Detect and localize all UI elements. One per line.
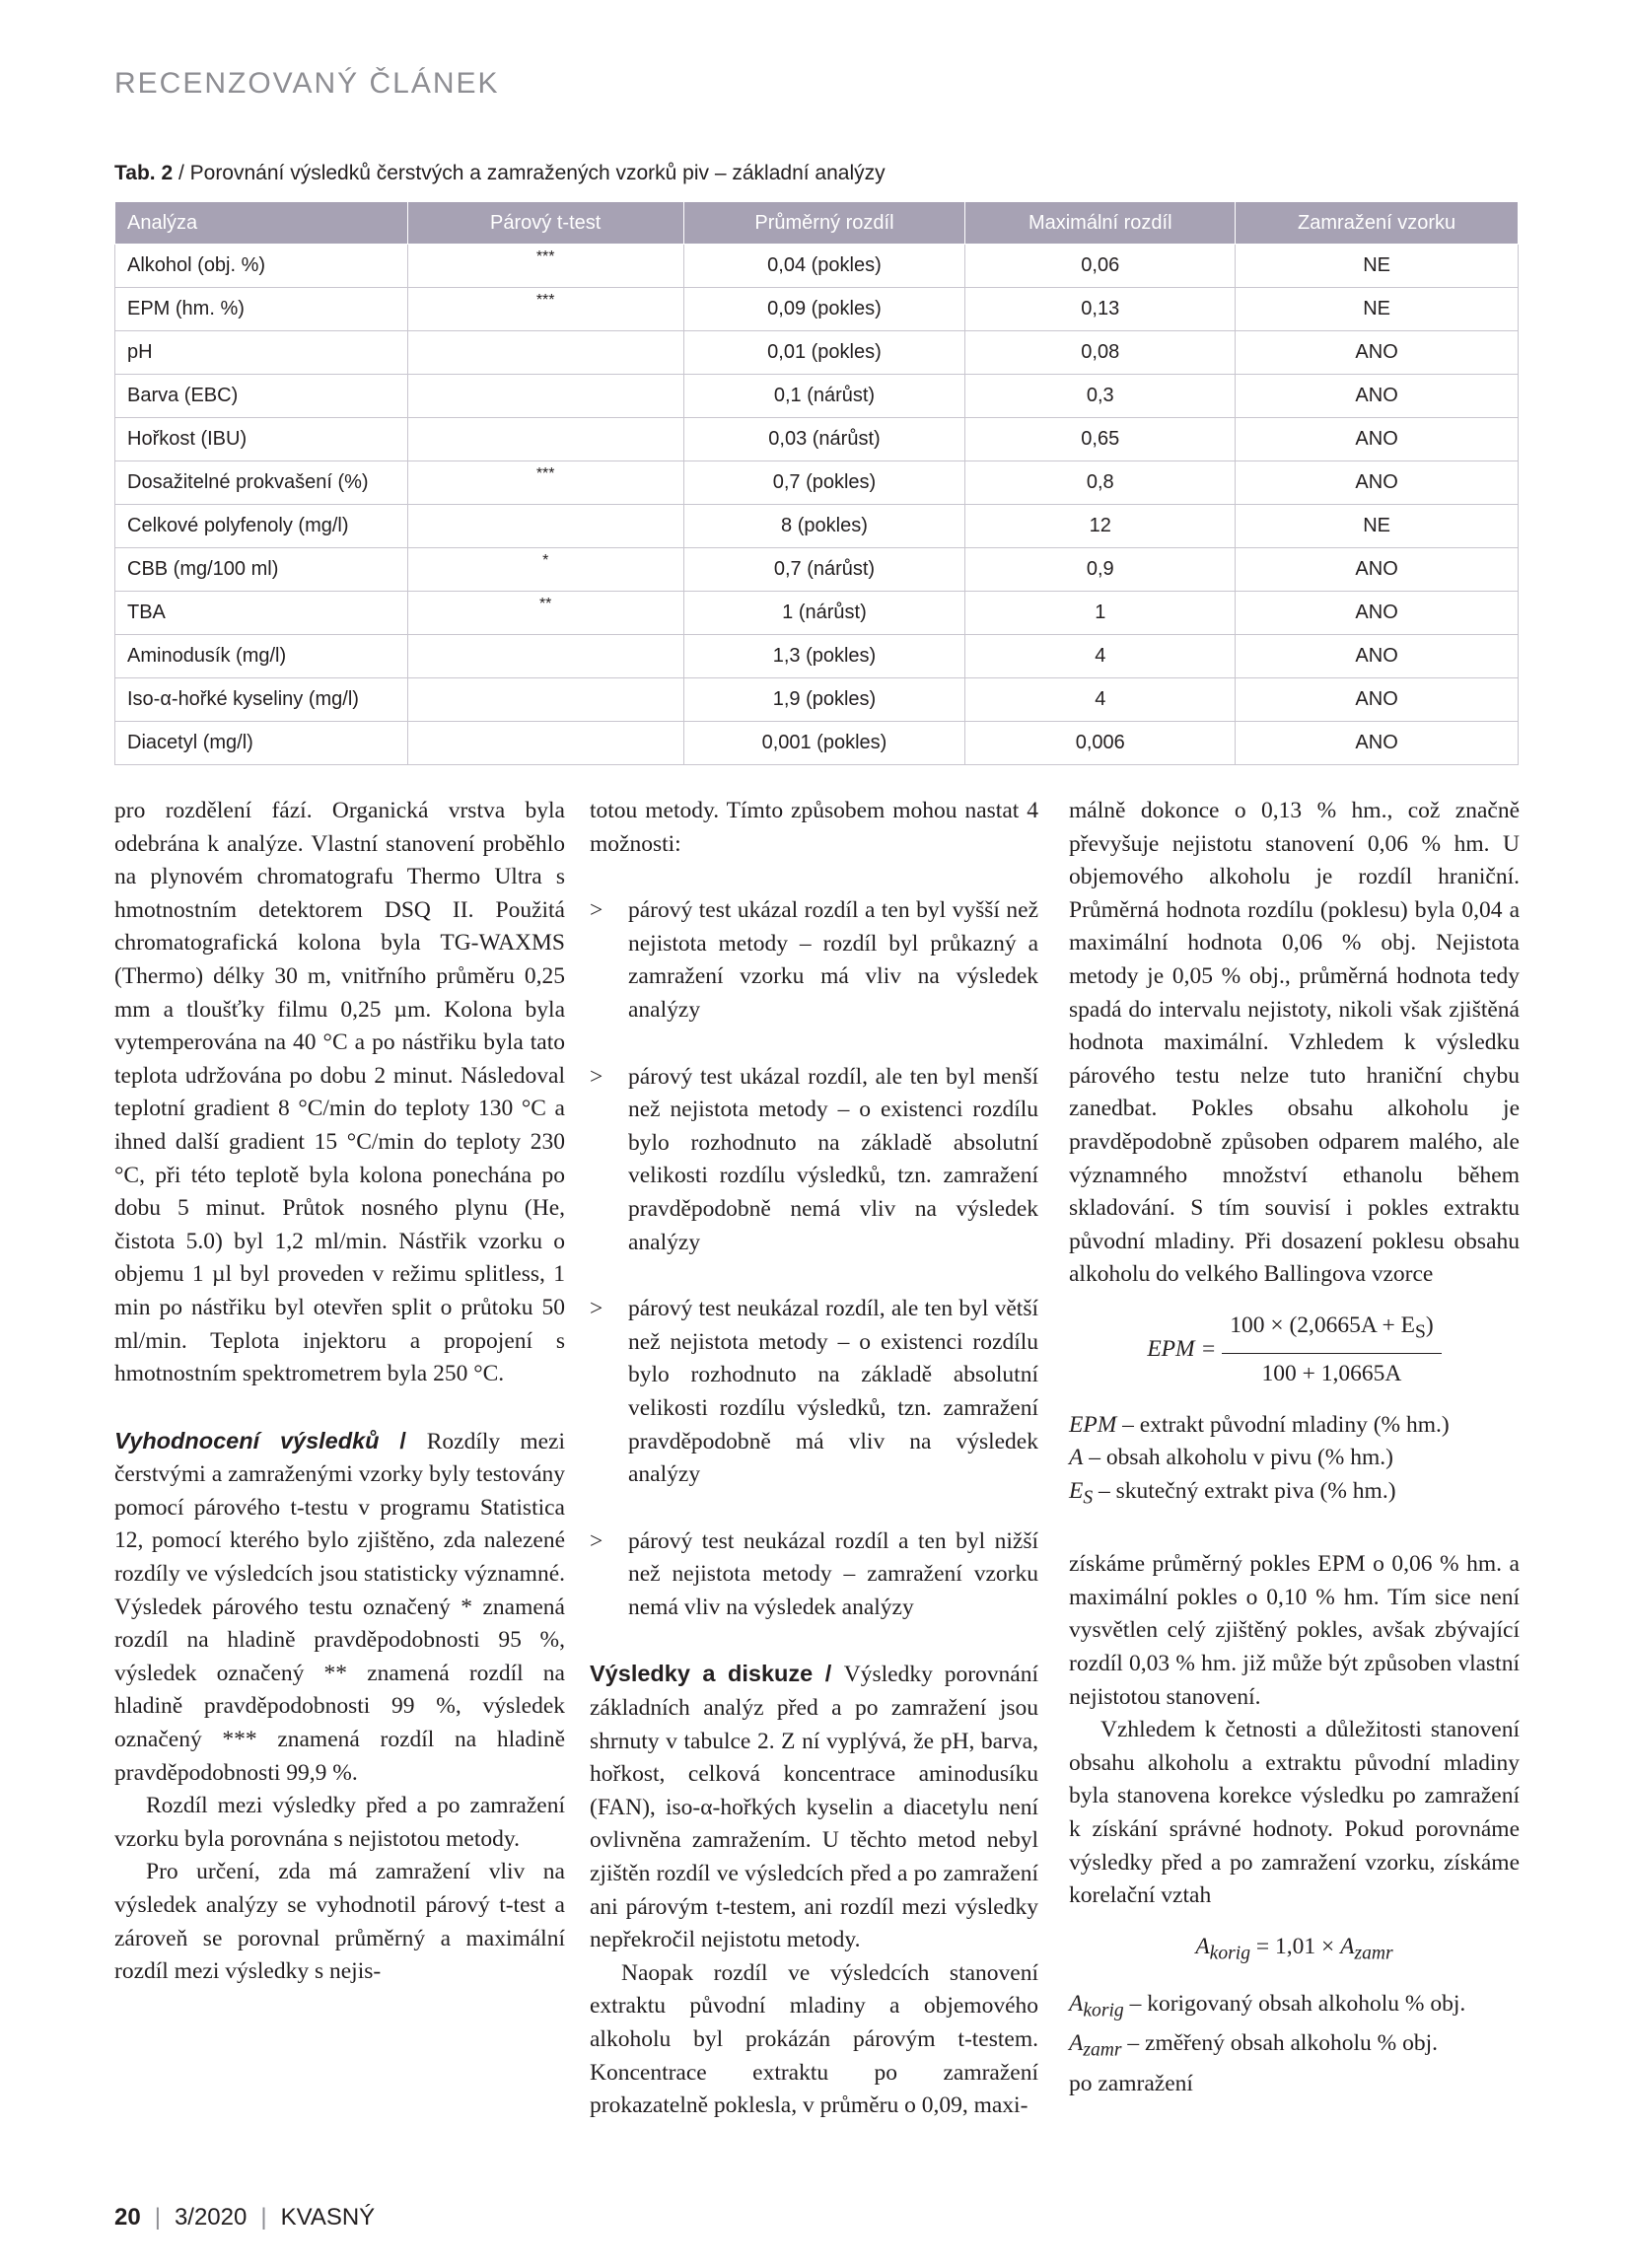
table-cell: *** xyxy=(407,461,683,505)
table-cell: NE xyxy=(1236,245,1519,288)
journal-name: KVASNÝ xyxy=(280,2204,376,2231)
table-cell: *** xyxy=(407,288,683,331)
table-cell: 0,8 xyxy=(965,461,1236,505)
legend-item xyxy=(1069,1409,1520,1443)
list-item-text: párový test neukázal rozdíl, ale ten byl větší než nejistota metody – o existenci rozdílu bylo rozhodnuto na základě absolutní velikosti rozdílu výsledků, tzn. zamražení pravděpodobně má vliv na výsledek analýzy xyxy=(628,1296,1038,1488)
table-cell: Diacetyl (mg/l) xyxy=(115,722,408,765)
section-title: Vyhodnocení výsledků xyxy=(114,1427,380,1453)
table-cell: ANO xyxy=(1236,722,1519,765)
formula-lhs: EPM = xyxy=(1147,1335,1217,1362)
table-header-row xyxy=(115,202,1519,245)
paragraph: Rozdíl mezi výsledky před a po zamražení vzorku byla porovnána s nejistotou metody. xyxy=(114,1793,565,1852)
table-cell: 1,9 (pokles) xyxy=(683,678,965,722)
table-row xyxy=(115,461,1519,505)
bullet-marker: > xyxy=(590,897,603,924)
column-header: Analýza xyxy=(115,202,408,245)
list-item xyxy=(590,1061,1038,1260)
legend-symbol: EPM xyxy=(1069,1411,1117,1438)
list-item xyxy=(590,1293,1038,1492)
legend-text: – obsah alkoholu v pivu (% hm.) xyxy=(1083,1445,1393,1471)
table-cell: 0,06 xyxy=(965,245,1236,288)
table-cell: 0,08 xyxy=(965,331,1236,375)
text-column-1 xyxy=(114,795,565,1989)
list-item xyxy=(590,1525,1038,1625)
legend-subscript: zamr xyxy=(1083,2040,1122,2062)
paragraph xyxy=(114,1425,565,1791)
table-cell: 4 xyxy=(965,678,1236,722)
table-cell: ANO xyxy=(1236,678,1519,722)
footer-separator: | xyxy=(260,2204,267,2231)
formula-rhs: A xyxy=(1340,1933,1355,1959)
paragraph: Vzhledem k četnosti a důležitosti stanovení obsahu alkoholu a extraktu původní mladiny byla stanovena korekce výsledku po zamražení k získání správné hodnoty. Pokud porovnáme výsledky před a po zamražení vzorku, získáme korelační vztah xyxy=(1069,1717,1520,1909)
table-cell: 0,03 (nárůst) xyxy=(683,418,965,461)
table-cell: 1 (nárůst) xyxy=(683,592,965,635)
paragraph: Pro určení, zda má zamražení vliv na výsledek analýzy se vyhodnotil párový t-test a zároveň se porovnal průměrný a maximální rozdíl mezi výsledky s nejis- xyxy=(114,1859,565,1985)
paragraph: Naopak rozdíl ve výsledcích stanovení extraktu původní mladiny a objemového alkoholu byl prokázán párovým t-testem. Koncentrace extraktu po zamražení prokazatelně poklesla, v průměru o 0,09, maxi- xyxy=(590,1959,1038,2119)
table-cell: CBB (mg/100 ml) xyxy=(115,548,408,592)
paragraph: totou metody. Tímto způsobem mohou nastat 4 možnosti: xyxy=(590,798,1038,857)
legend-symbol: E xyxy=(1069,1477,1084,1504)
formula-legend xyxy=(1069,1988,1520,2100)
paragraph-text: Rozdíly mezi čerstvými a zamraženými vzorky byly testovány pomocí párového t-testu v programu Statistica 12, pomocí kterého bylo zjištěno, zda nalezené rozdíly ve výsledcích jsou statisticky významné. Výsledek párového testu označený * znamená rozdíl na hladině pravděpodobnosti 95 %, výsledek označený ** znamená rozdíl na hladině pravděpodobnosti 99 %, výsledek označený *** znamená rozdíl na hladině pravděpodobnosti 99,9 %. xyxy=(114,1428,566,1786)
legend-subscript: S xyxy=(1083,1487,1094,1509)
table-caption xyxy=(114,162,886,185)
legend-symbol: A xyxy=(1069,1991,1084,2018)
table-cell: ANO xyxy=(1236,592,1519,635)
table-body xyxy=(115,245,1519,765)
numerator-text: 100 × (2,0665A + E xyxy=(1230,1311,1415,1338)
table-cell xyxy=(407,505,683,548)
section-title-separator: / xyxy=(813,1661,844,1687)
list-item-text: párový test ukázal rozdíl, ale ten byl menší než nejistota metody – o existenci rozdílu bylo rozhodnuto na základě absolutní velikosti rozdílu výsledků, tzn. zamražení pravděpodobně nemá vliv na výsledek analýzy xyxy=(628,1063,1038,1255)
column-header: Zamražení vzorku xyxy=(1236,202,1519,245)
list-item-text: párový test ukázal rozdíl a ten byl vyšší než nejistota metody – rozdíl byl průkazný a zamražení vzorku má vliv na výsledek analýzy xyxy=(628,897,1038,1023)
formula-rhs-subscript: zamr xyxy=(1354,1943,1393,1964)
table-row xyxy=(115,678,1519,722)
formula-lhs: A xyxy=(1195,1933,1210,1959)
table-cell: ANO xyxy=(1236,635,1519,678)
table-row xyxy=(115,375,1519,418)
table-cell: Alkohol (obj. %) xyxy=(115,245,408,288)
table-cell: 8 (pokles) xyxy=(683,505,965,548)
table-cell: * xyxy=(407,548,683,592)
page-number: 20 xyxy=(114,2204,141,2231)
correction-formula xyxy=(1069,1931,1520,1970)
formula-numerator xyxy=(1222,1310,1441,1354)
paragraph: získáme průměrný pokles EPM o 0,06 % hm. a maximální pokles o 0,10 % hm. Tím sice není vysvětlen celý zjištěný pokles, avšak zbývající rozdíl 0,03 % hm. již může být způsoben vlastní nejistotou stanovení. xyxy=(1069,1551,1520,1710)
legend-item xyxy=(1069,1442,1520,1475)
table-row xyxy=(115,245,1519,288)
bullet-list xyxy=(590,894,1038,1624)
table-cell: ANO xyxy=(1236,375,1519,418)
table-cell: 0,006 xyxy=(965,722,1236,765)
table-row xyxy=(115,288,1519,331)
section-title: Výsledky a diskuze xyxy=(590,1661,814,1687)
table-cell: ANO xyxy=(1236,548,1519,592)
table-cell: 0,65 xyxy=(965,418,1236,461)
column-header: Maximální rozdíl xyxy=(965,202,1236,245)
table-cell: 0,04 (pokles) xyxy=(683,245,965,288)
table-cell: ANO xyxy=(1236,461,1519,505)
table-cell: Dosažitelné prokvašení (%) xyxy=(115,461,408,505)
table-cell: 0,001 (pokles) xyxy=(683,722,965,765)
formula-legend xyxy=(1069,1409,1520,1515)
table-cell xyxy=(407,375,683,418)
paragraph xyxy=(590,1658,1038,1956)
formula-fraction xyxy=(1222,1310,1441,1391)
table-cell: 0,7 (nárůst) xyxy=(683,548,965,592)
legend-item xyxy=(1069,1475,1520,1515)
paragraph: málně dokonce o 0,13 % hm., což značně převyšuje nejistotu stanovení 0,06 % hm. U objemového alkoholu je rozdíl hraniční. Průměrná hodnota rozdílu (poklesu) byla 0,04 a maximální hodnota 0,06 % obj. Nejistota metody je 0,05 % obj., průměrná hodnota tedy spadá do intervalu nejistoty, nikoli však zjištěná hodnota maximální. Vzhledem k výsledku párového testu nelze tuto hraniční chybu zanedbat. Pokles obsahu alkoholu je pravděpodobně způsoben odparem malého, ale významného množství ethanolu během skladování. S tím souvisí i pokles extraktu původní mladiny. Při dosazení poklesu obsahu alkoholu do velkého Ballingova vzorce xyxy=(1069,798,1520,1288)
column-header: Průměrný rozdíl xyxy=(683,202,965,245)
table-cell: EPM (hm. %) xyxy=(115,288,408,331)
table-cell xyxy=(407,635,683,678)
table-cell: 1,3 (pokles) xyxy=(683,635,965,678)
table-cell xyxy=(407,722,683,765)
table-cell: 0,13 xyxy=(965,288,1236,331)
bullet-marker: > xyxy=(590,1296,603,1322)
table-cell: ANO xyxy=(1236,331,1519,375)
formula-middle: = 1,01 × xyxy=(1250,1933,1341,1959)
table-cell: TBA xyxy=(115,592,408,635)
table-cell: 0,7 (pokles) xyxy=(683,461,965,505)
legend-text: – extrakt původní mladiny (% hm.) xyxy=(1116,1411,1450,1438)
table-cell: ANO xyxy=(1236,418,1519,461)
ballinger-formula xyxy=(1069,1310,1520,1391)
table-cell: NE xyxy=(1236,505,1519,548)
paragraph: pro rozdělení fází. Organická vrstva byla odebrána k analýze. Vlastní stanovení proběhlo na plynovém chromatografu Thermo Ultra s hmotnostním detektorem DSQ II. Použitá chromatografická kolona byla TG-WAXMS (Thermo) délky 30 m, vnitřního průměru 0,25 mm a tloušťky filmu 0,25 µm. Kolona byla vytemperována na 40 °C a po nástřiku byla tato teplota udržována po dobu 2 minut. Následoval teplotní gradient 8 °C/min do teploty 130 °C a ihned další gradient 15 °C/min do teploty 230 °C, při této teplotě byla kolona ponechána po dobu 5 minut. Průtok nosného plynu (He, čistota 5.0) byl 1,2 ml/min. Nástřik vzorku o objemu 1 µl byl proveden v režimu splitless, 1 min po nástřiku byl otevřen split o průtoku 50 ml/min. Teplota injektoru a propojení s hmotnostním spektrometrem byla 250 °C. xyxy=(114,798,565,1387)
table-cell: Hořkost (IBU) xyxy=(115,418,408,461)
table-row xyxy=(115,722,1519,765)
results-table xyxy=(114,201,1519,765)
table-row xyxy=(115,331,1519,375)
formula-lhs-subscript: korig xyxy=(1209,1943,1250,1964)
numerator-subscript: S xyxy=(1414,1321,1426,1343)
table-cell: 0,9 xyxy=(965,548,1236,592)
legend-symbol: A xyxy=(1069,1445,1084,1471)
table-caption-label: Tab. 2 xyxy=(114,162,174,184)
legend-item xyxy=(1069,2068,1520,2101)
table-cell: Barva (EBC) xyxy=(115,375,408,418)
table-cell: pH xyxy=(115,331,408,375)
bullet-marker: > xyxy=(590,1063,603,1090)
table-row xyxy=(115,635,1519,678)
table-cell: 12 xyxy=(965,505,1236,548)
paragraph-text: Výsledky porovnání základních analýz před a po zamražení jsou shrnuty v tabulce 2. Z ní vyplývá, že pH, barva, hořkost, celková koncentrace aminodusíku (FAN), iso-α-hořkých kyselin a diacetylu není ovlivněna zamražením. U těchto metod nebyl zjištěn rozdíl ve výsledcích před a po zamražení ani párovým t-testem, ani rozdíl mezi výsledky nepřekročil nejistotu metody. xyxy=(590,1662,1038,1953)
legend-item xyxy=(1069,2027,1520,2067)
footer-separator: | xyxy=(154,2204,161,2231)
table-cell: *** xyxy=(407,245,683,288)
table-cell: 4 xyxy=(965,635,1236,678)
legend-text: – korigovaný obsah alkoholu % obj. xyxy=(1123,1991,1466,2018)
section-title-separator: / xyxy=(379,1427,427,1453)
table-cell: NE xyxy=(1236,288,1519,331)
table-row xyxy=(115,548,1519,592)
table-cell: 0,09 (pokles) xyxy=(683,288,965,331)
table-cell: 0,1 (nárůst) xyxy=(683,375,965,418)
numerator-end: ) xyxy=(1425,1311,1434,1338)
table-cell xyxy=(407,331,683,375)
bullet-marker: > xyxy=(590,1527,603,1554)
table-cell: Celkové polyfenoly (mg/l) xyxy=(115,505,408,548)
table-cell: 0,01 (pokles) xyxy=(683,331,965,375)
list-item xyxy=(590,894,1038,1027)
text-column-3 xyxy=(1069,795,1520,2100)
table-cell: Iso-α-hořké kyseliny (mg/l) xyxy=(115,678,408,722)
table-cell: Aminodusík (mg/l) xyxy=(115,635,408,678)
section-header: RECENZOVANÝ ČLÁNEK xyxy=(114,67,500,100)
legend-symbol: A xyxy=(1069,2030,1084,2057)
formula-denominator: 100 + 1,0665A xyxy=(1261,1361,1402,1387)
issue-number: 3/2020 xyxy=(174,2204,248,2231)
legend-item xyxy=(1069,1988,1520,2027)
table-cell xyxy=(407,678,683,722)
table-caption-text: / Porovnání výsledků čerstvých a zamražených vzorků piv – základní analýzy xyxy=(173,162,886,184)
table-row xyxy=(115,505,1519,548)
legend-text: – změřený obsah alkoholu % obj. xyxy=(1121,2030,1438,2057)
legend-text: – skutečný extrakt piva (% hm.) xyxy=(1093,1477,1396,1504)
table-cell: 0,3 xyxy=(965,375,1236,418)
page-footer xyxy=(114,2204,375,2232)
column-header: Párový t-test xyxy=(407,202,683,245)
table-cell xyxy=(407,418,683,461)
table-cell: 1 xyxy=(965,592,1236,635)
legend-text: po zamražení xyxy=(1069,2070,1193,2096)
list-item-text: párový test neukázal rozdíl a ten byl nižší než nejistota metody – zamražení vzorku nemá vliv na výsledek analýzy xyxy=(628,1527,1038,1620)
table-cell: ** xyxy=(407,592,683,635)
table-row xyxy=(115,592,1519,635)
table-row xyxy=(115,418,1519,461)
text-column-2 xyxy=(590,795,1038,2123)
legend-subscript: korig xyxy=(1083,2000,1124,2021)
